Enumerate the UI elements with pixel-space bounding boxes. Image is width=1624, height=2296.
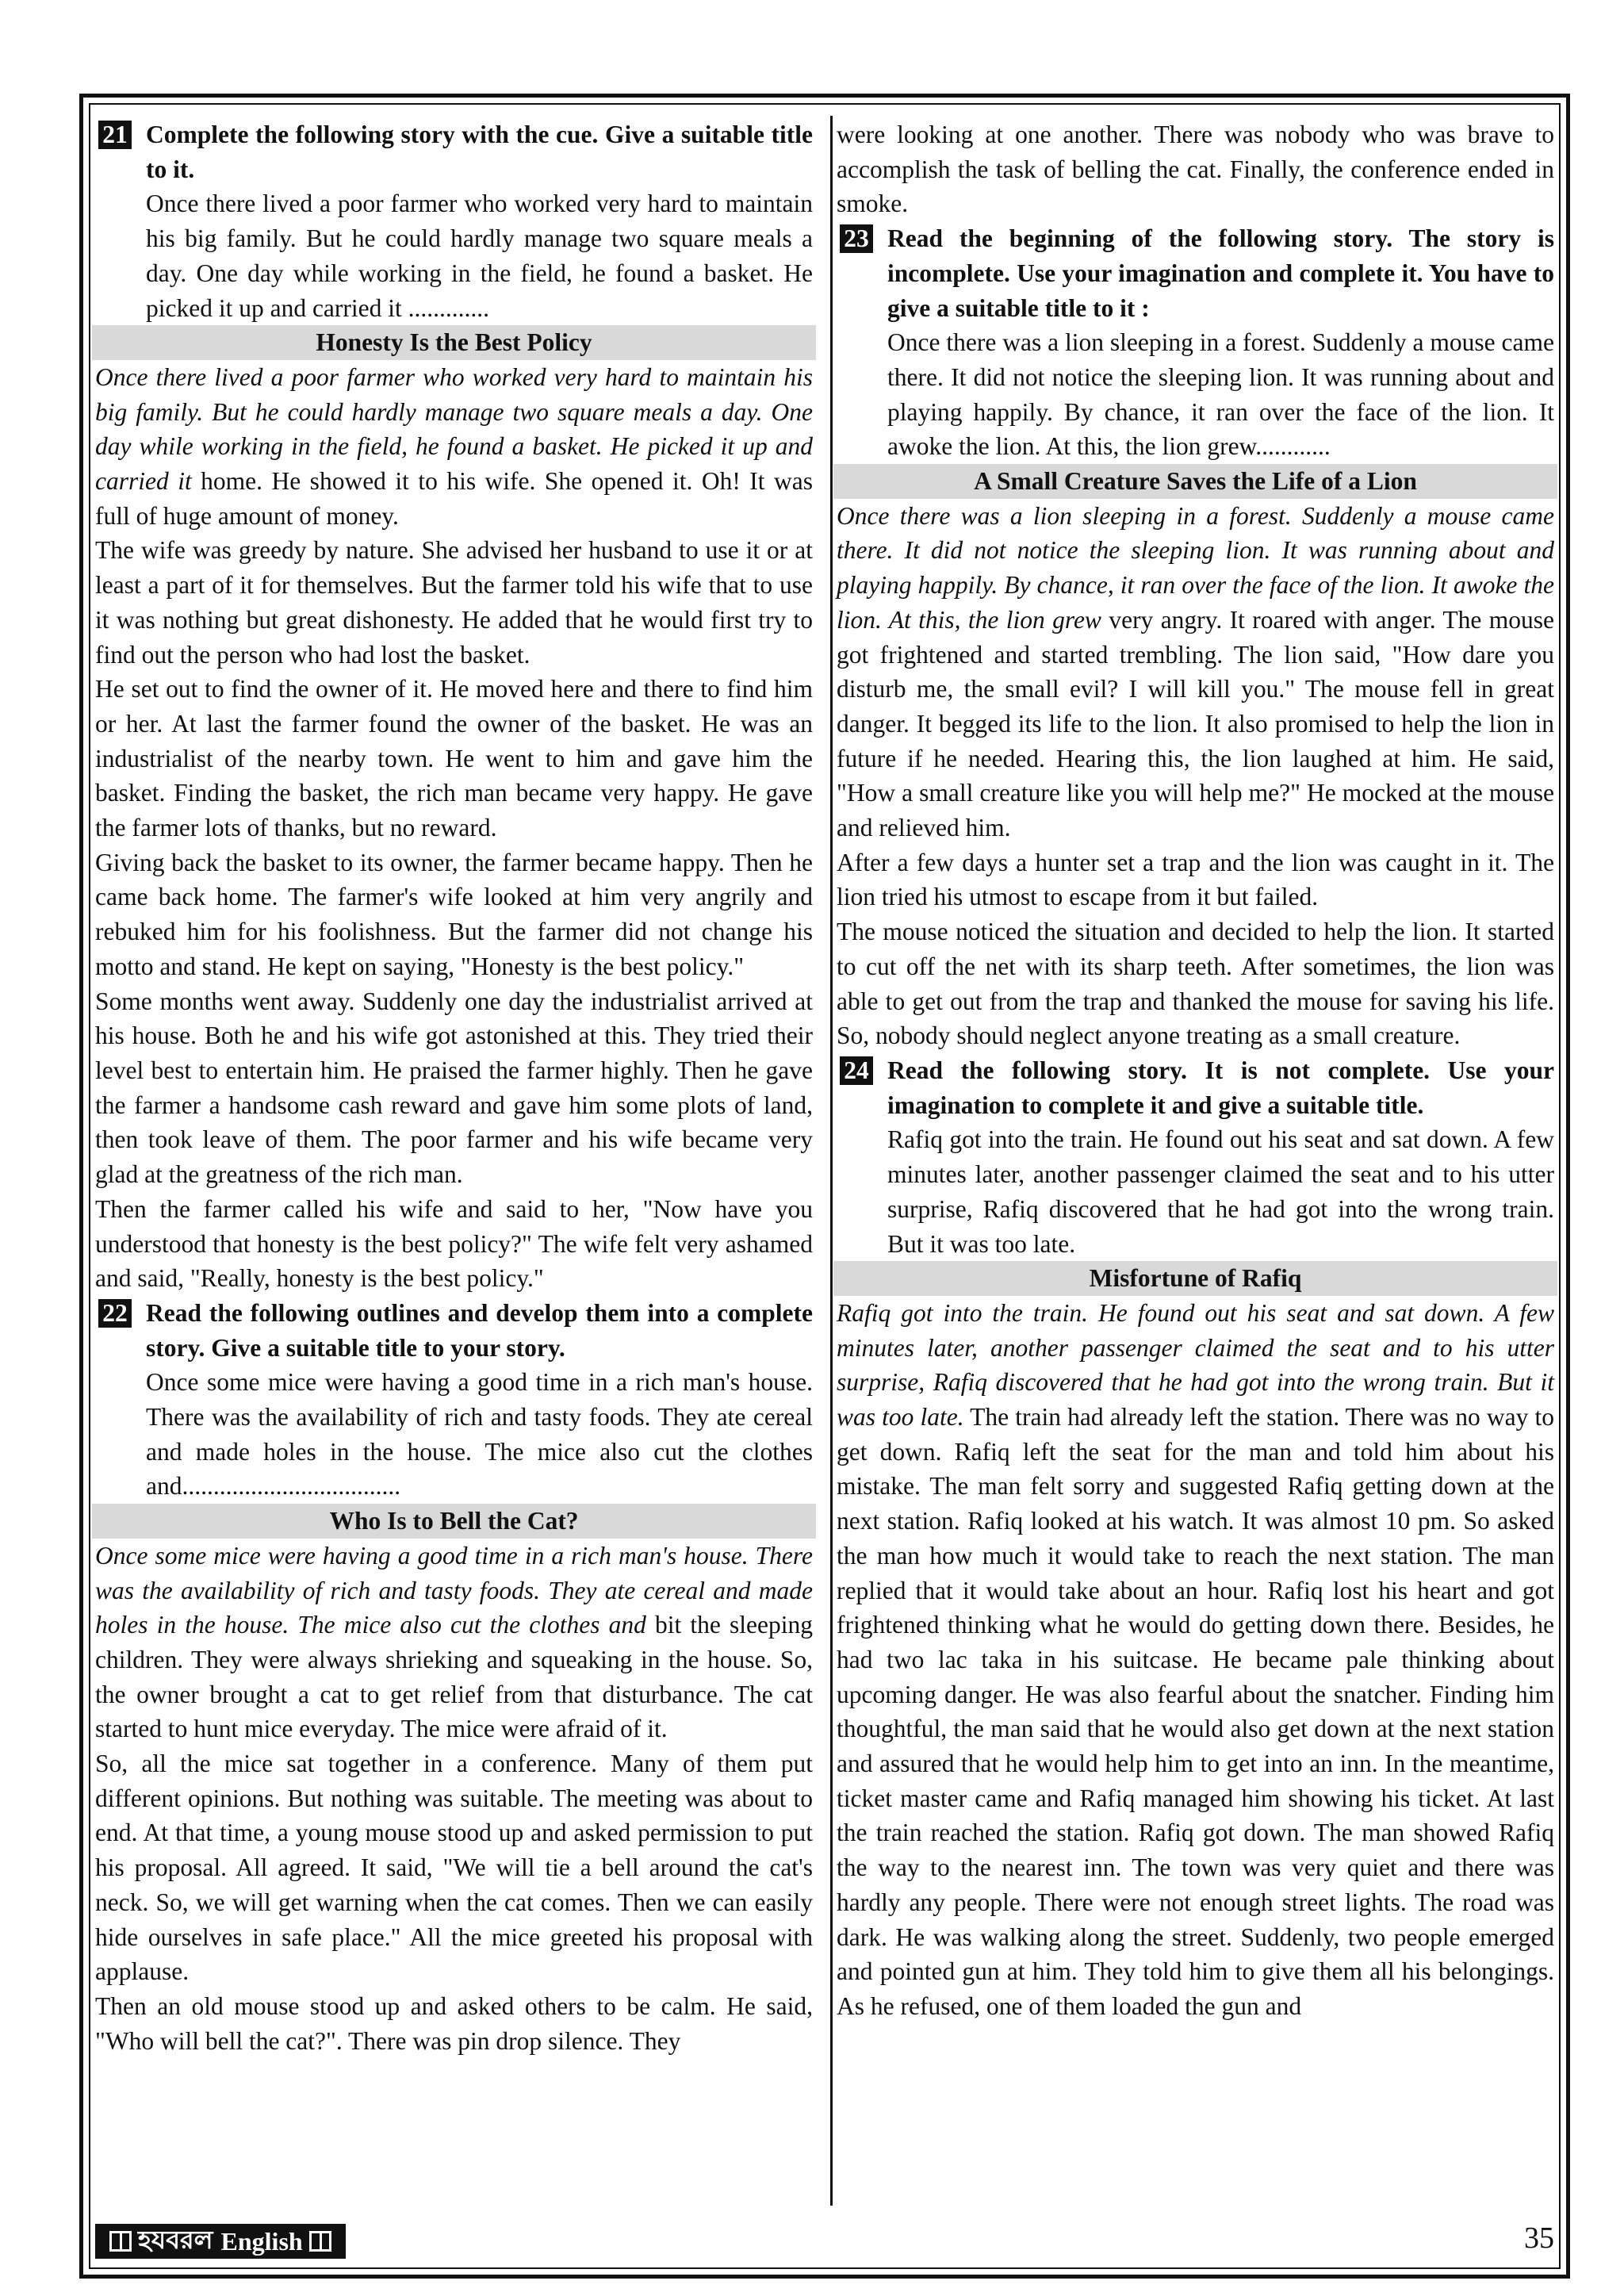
story-title: A Small Creature Saves the Life of a Lion xyxy=(833,464,1557,499)
question-cue: Once there was a lion sleeping in a forest. Suddenly a mouse came there. It did not notice the sleeping lion. It was running about and playing happily. By chance, it ran over the face of the lion. It awoke the lion. At this, the lion grew............ xyxy=(887,328,1554,461)
left-column xyxy=(95,117,813,2058)
column-divider xyxy=(830,116,833,2206)
story-paragraph: So, all the mice sat together in a conference. Many of them put different opinions. But nothing was suitable. The meeting was about to end. At that time, a young mouse stood up and asked permission to put his proposal. All agreed. It said, "We will tie a bell around the cat's neck. So, we will get warning when the cat comes. Then we can easily hide ourselves in safe place." All the mice greeted his proposal with applause. xyxy=(95,1750,813,1986)
story-cue-italic: Rafiq got into the train. He found out his seat and sat down. A few minutes later, another passenger claimed the seat and to his utter surprise, Rafiq discovered that he had got into the wrong train. But it was too late. xyxy=(837,1298,1554,1432)
book-icon xyxy=(309,2231,331,2252)
book-icon xyxy=(109,2231,132,2252)
story-cue-italic: Once some mice were having a good time in a rich man's house. There was the availability of rich and tasty foods. They ate cereal and made holes in the house. The mice also cut the clothes and xyxy=(95,1541,813,1639)
question-number-badge: 23 xyxy=(840,224,873,253)
brand-english: English xyxy=(220,2226,303,2256)
question-prompt: Read the beginning of the following story. The story is incomplete. Use your imagination and complete it. You have to give a suitable title to it : xyxy=(887,224,1554,322)
story-paragraph: Some months went away. Suddenly one day the industrialist arrived at his house. Both he and his wife got astonished at this. They tried their level best to entertain him. He praised the farmer highly. Then he gave the farmer a handsome cash reward and gave him some plots of land, then took leave of them. The poor farmer and his wife became very glad at the greatness of the rich man. xyxy=(95,987,813,1189)
story-paragraph: The wife was greedy by nature. She advised her husband to use it or at least a part of it for themselves. But the farmer told his wife that to use it was nothing but great dishonesty. He added that he would first try to find out the person who had lost the basket. xyxy=(95,536,813,669)
question-cue: Once some mice were having a good time in a rich man's house. There was the availability of rich and tasty foods. They ate cereal and made holes in the house. The mice also cut the clothes and................................... xyxy=(146,1368,813,1501)
story-paragraph: The mouse noticed the situation and decided to help the lion. It started to cut off the net with its sharp teeth. After sometimes, the lion was able to get out from the trap and thanked the mouse for saving his life. So, nobody should neglect anyone treating as a small creature. xyxy=(837,918,1554,1050)
question-prompt: Read the following outlines and develop them into a complete story. Give a suitable title to your story. xyxy=(146,1298,813,1362)
question-23 xyxy=(837,221,1554,464)
question-24 xyxy=(837,1053,1554,1261)
story-continuation: bit the sleeping children. They were always shrieking and squeaking in the house. So, the owner brought a cat to get relief from that disturbance. The cat started to hunt mice everyday. The mice were afraid of it. xyxy=(95,1611,813,1743)
question-number-badge: 22 xyxy=(98,1299,132,1328)
story-continuation: home. He showed it to his wife. She opened it. Oh! It was full of huge amount of money. xyxy=(95,467,813,530)
story-paragraph: Then the farmer called his wife and said to her, "Now have you understood that honesty is the best policy?" The wife felt very ashamed and said, "Really, honesty is the best policy." xyxy=(95,1194,813,1293)
question-prompt: Read the following story. It is not complete. Use your imagination to complete it and give a suitable title. xyxy=(887,1056,1554,1119)
story-continuation: very angry. It roared with anger. The mouse got frightened and started trembling. The lion said, "How dare you disturb me, the small evil? I will kill you." The mouse fell in great danger. It begged its life to the lion. It also promised to help the lion in future if he needed. Hearing this, the lion laughed at him. He said, "How a small creature like you will help me?" He mocked at the mouse and relieved him. xyxy=(837,605,1554,842)
story-continuation: The train had already left the station. There was no way to get down. Rafiq left the seat for the man and told him about his mistake. The man felt sorry and suggested Rafiq getting down at the next station. Rafiq looked at his watch. It was almost 10 pm. So asked the man how much it would take to reach the next station. The man replied that it would take about an hour. Rafiq lost his heart and got frightened thinking what he would do getting down there. Besides, he had two lac taka in his suitcase. He became pale thinking about upcoming danger. He was also fearful about the snatcher. Finding him thoughtful, the man said that he would also get down at the next station and assured that he would help him to get into an inn. In the meantime, ticket master came and Rafiq managed him showing his ticket. At last the train reached the station. Rafiq got down. The man showed Rafiq the way to the nearest inn. The town was very quiet and there was hardly any people. There were not enough street lights. The road was dark. He was walking along the street. Suddenly, two people emerged and pointed gun at him. They told him to give them all his belongings. As he refused, one of them loaded the gun and xyxy=(837,1403,1554,2020)
story-paragraph: Giving back the basket to its owner, the farmer became happy. Then he came back home. The farmer's wife looked at him very angrily and rebuked him for his foolishness. But the farmer did not change his motto and stand. He kept on saying, "Honesty is the best policy." xyxy=(95,848,813,980)
story-opening xyxy=(95,360,813,534)
question-21 xyxy=(95,117,813,325)
question-prompt: Complete the following story with the cue. Give a suitable title to it. xyxy=(146,121,813,183)
story-cue-italic: Once there was a lion sleeping in a forest. Suddenly a mouse came there. It did not notice the sleeping lion. It was running about and playing happily. By chance, it ran over the face of the lion. It awoke the lion. At this, the lion grew xyxy=(837,501,1554,634)
story-opening xyxy=(837,1296,1554,2024)
right-column xyxy=(837,117,1554,2024)
story-title: Who Is to Bell the Cat? xyxy=(92,1504,816,1539)
story-opening xyxy=(837,499,1554,845)
question-22 xyxy=(95,1296,813,1504)
story-paragraph: Then an old mouse stood up and asked others to be calm. He said, "Who will bell the cat?". There was pin drop silence. They xyxy=(95,1991,813,2055)
question-cue: Once there lived a poor farmer who worked very hard to maintain his big family. But he could hardly manage two square meals a day. One day while working in the field, he found a basket. He picked it up and carried it ............. xyxy=(146,190,813,322)
story-paragraph: After a few days a hunter set a trap and the lion was caught in it. The lion tried his utmost to escape from it but failed. xyxy=(837,848,1554,911)
story-title: Misfortune of Rafiq xyxy=(833,1261,1557,1296)
page-number: 35 xyxy=(1524,2221,1554,2255)
footer-brand xyxy=(95,2224,346,2259)
story-cue-italic: Once there lived a poor farmer who worked very hard to maintain his big family. But he could hardly manage two square meals a day. One day while working in the field, he found a basket. He picked it up and carried it xyxy=(95,362,813,496)
story-title: Honesty Is the Best Policy xyxy=(92,325,816,360)
question-number-badge: 24 xyxy=(840,1056,873,1085)
question-cue: Rafiq got into the train. He found out his seat and sat down. A few minutes later, another passenger claimed the seat and to his utter surprise, Rafiq discovered that he had got into the wrong train. But it was too late. xyxy=(887,1125,1554,1258)
brand-bengali: হযবরল xyxy=(138,2225,213,2254)
question-number-badge: 21 xyxy=(98,121,132,149)
story-paragraph: He set out to find the owner of it. He moved here and there to find him or her. At last the farmer found the owner of the basket. He was an industrialist of the nearby town. He went to him and gave him the basket. Finding the basket, the rich man became very happy. He gave the farmer lots of thanks, but no reward. xyxy=(95,675,813,842)
story-paragraph-continued: were looking at one another. There was nobody who was brave to accomplish the task of belling the cat. Finally, the conference ended in smoke. xyxy=(837,121,1554,218)
story-opening xyxy=(95,1539,813,1746)
